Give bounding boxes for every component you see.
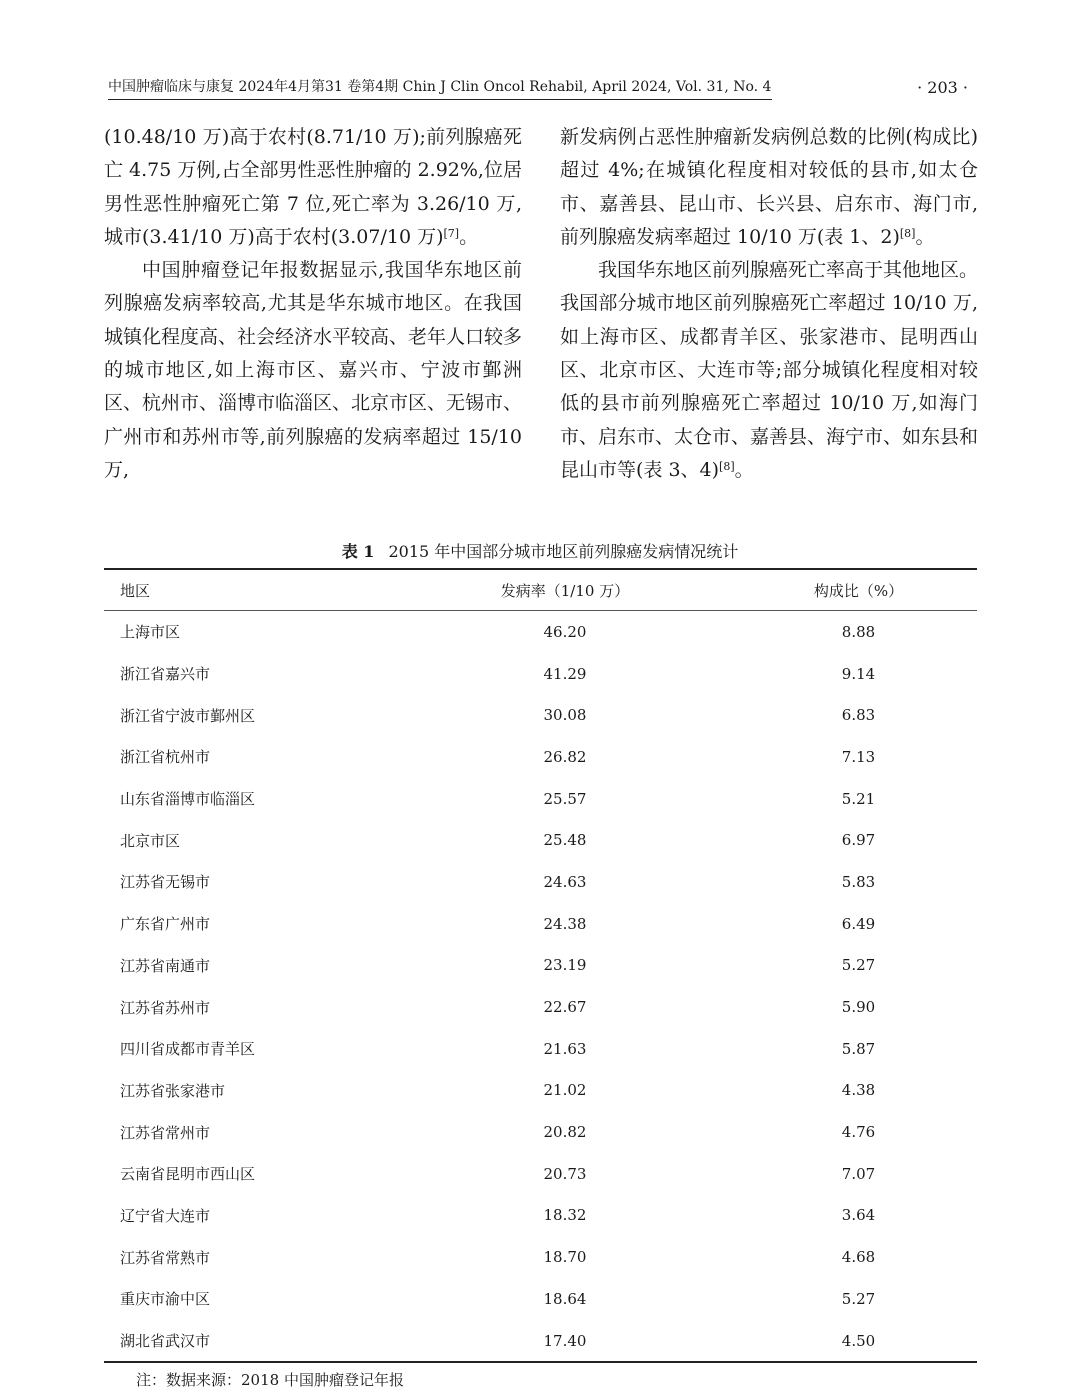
incidence-rate-cell: 41.29 xyxy=(543,664,587,683)
region-cell: 重庆市渝中区 xyxy=(120,1290,211,1309)
incidence-rate-cell: 23.19 xyxy=(543,956,587,975)
region-cell: 浙江省嘉兴市 xyxy=(120,665,211,684)
citation-ref: [8] xyxy=(719,459,735,473)
table-note: 注：数据来源：2018 中国肿瘤登记年报 xyxy=(136,1371,404,1389)
region-cell: 云南省昆明市西山区 xyxy=(120,1165,256,1184)
table-row xyxy=(104,694,977,736)
incidence-rate-cell: 30.08 xyxy=(543,706,587,725)
proportion-cell: 5.87 xyxy=(841,1039,876,1058)
page-number: · 203 · xyxy=(917,78,968,97)
table-row xyxy=(104,1236,977,1278)
incidence-rate-cell: 21.02 xyxy=(543,1081,587,1100)
header-proportion: 构成比（%） xyxy=(740,569,977,611)
right-paragraph-2-end: 。 xyxy=(734,458,754,481)
left-paragraph-1-text: (10.48/10 万)高于农村(8.71/10 万);前列腺癌死亡 4.75 万例,占全部男性恶性肿瘤的 2.92%,位居男性恶性肿瘤死亡第 7 位,死亡率为 3.26/10 万,城市(3.41/10 万)高于农村(3.07/10 万) xyxy=(104,126,522,248)
incidence-rate-cell: 18.70 xyxy=(543,1248,587,1267)
region-cell: 湖北省武汉市 xyxy=(104,1320,390,1363)
running-header: 中国肿瘤临床与康复 2024年4月第31 卷第4期 Chin J Clin Oncol Rehabil, April 2024, Vol. 31, No. 4 xyxy=(108,76,772,100)
table-row xyxy=(104,778,977,820)
table-row xyxy=(104,1153,977,1195)
region-cell: 上海市区 xyxy=(120,623,181,642)
left-paragraph-1 xyxy=(104,121,522,254)
right-paragraph-1 xyxy=(560,121,978,254)
table-title: 2015 年中国部分城市地区前列腺癌发病情况统计 xyxy=(388,542,739,561)
proportion-cell: 8.88 xyxy=(841,622,876,641)
proportion-cell: 9.14 xyxy=(841,664,876,683)
proportion-cell: 5.27 xyxy=(841,1289,876,1308)
table-row xyxy=(104,1320,977,1363)
table-row xyxy=(104,986,977,1028)
proportion-cell: 6.49 xyxy=(841,914,876,933)
incidence-rate-cell: 18.64 xyxy=(543,1289,587,1308)
region-cell: 四川省成都市青羊区 xyxy=(120,1040,256,1059)
proportion-cell: 4.68 xyxy=(841,1248,876,1267)
table-row xyxy=(104,611,977,653)
incidence-rate-cell: 25.48 xyxy=(543,831,587,850)
table-row xyxy=(104,1278,977,1320)
table-body xyxy=(104,611,977,1363)
incidence-table xyxy=(104,568,977,1363)
region-cell: 广东省广州市 xyxy=(120,915,211,934)
proportion-cell: 7.07 xyxy=(841,1164,876,1183)
incidence-rate-cell: 24.63 xyxy=(543,872,587,891)
incidence-rate-cell: 22.67 xyxy=(543,998,587,1017)
proportion-cell: 5.90 xyxy=(841,998,876,1017)
header-incidence-rate: 发病率（1/10 万） xyxy=(390,569,740,611)
incidence-rate-cell: 20.82 xyxy=(543,1123,587,1142)
right-paragraph-2-text: 我国华东地区前列腺癌死亡率高于其他地区。我国部分城市地区前列腺癌死亡率超过 10/10 万,如上海市区、成都青羊区、张家港市、昆明西山区、北京市区、大连市等;部分城镇化程度相对较低的县市前列腺癌死亡率超过 10/10 万,如海门市、启东市、太仓市、嘉善县、海宁市、如东县和昆山市等(表 3、4) xyxy=(560,259,979,481)
table-caption xyxy=(0,539,1080,562)
region-cell: 北京市区 xyxy=(120,831,181,850)
left-paragraph-1-end: 。 xyxy=(459,225,479,248)
region-cell: 江苏省无锡市 xyxy=(120,873,211,892)
right-column xyxy=(560,121,978,487)
region-cell: 山东省淄博市临淄区 xyxy=(120,790,256,809)
table-row xyxy=(104,903,977,945)
proportion-cell: 7.13 xyxy=(841,747,876,766)
region-cell: 江苏省苏州市 xyxy=(120,998,211,1017)
proportion-cell: 4.38 xyxy=(841,1081,876,1100)
table-row xyxy=(104,653,977,695)
table-row xyxy=(104,945,977,987)
table-header-row xyxy=(104,569,977,611)
incidence-rate-cell: 18.32 xyxy=(543,1206,587,1225)
incidence-rate-cell: 20.73 xyxy=(543,1164,587,1183)
incidence-rate-cell: 24.38 xyxy=(543,914,587,933)
table-row xyxy=(104,1111,977,1153)
incidence-rate-cell: 46.20 xyxy=(543,622,587,641)
proportion-cell: 4.76 xyxy=(841,1123,876,1142)
right-paragraph-2 xyxy=(560,254,978,487)
region-cell: 江苏省南通市 xyxy=(120,956,211,975)
table-row xyxy=(104,1028,977,1070)
region-cell: 江苏省张家港市 xyxy=(120,1081,226,1100)
table-label: 表 1 xyxy=(341,542,375,561)
incidence-rate-cell: 25.57 xyxy=(543,789,587,808)
incidence-rate-cell: 21.63 xyxy=(543,1039,587,1058)
table-row xyxy=(104,1195,977,1237)
right-paragraph-1-end: 。 xyxy=(915,225,935,248)
table-row xyxy=(104,736,977,778)
proportion-cell: 3.64 xyxy=(841,1206,876,1225)
proportion-cell: 5.27 xyxy=(841,956,876,975)
table-row xyxy=(104,861,977,903)
region-cell: 江苏省常熟市 xyxy=(120,1248,211,1267)
proportion-cell: 4.50 xyxy=(740,1320,977,1363)
region-cell: 浙江省杭州市 xyxy=(120,748,211,767)
table-row xyxy=(104,1070,977,1112)
right-paragraph-1-text: 新发病例占恶性肿瘤新发病例总数的比例(构成比)超过 4%;在城镇化程度相对较低的县市,如太仓市、嘉善县、昆山市、长兴县、启东市、海门市,前列腺癌发病率超过 10/10 万(表 1、2) xyxy=(560,126,978,248)
left-paragraph-2: 中国肿瘤登记年报数据显示,我国华东地区前列腺癌发病率较高,尤其是华东城市地区。在我国城镇化程度高、社会经济水平较高、老年人口较多的城市地区,如上海市区、嘉兴市、宁波市鄞洲区、杭州市、淄博市临淄区、北京市区、无锡市、广州市和苏州市等,前列腺癌的发病率超过 15/10 万, xyxy=(104,259,523,481)
incidence-rate-cell: 17.40 xyxy=(390,1320,740,1363)
proportion-cell: 5.21 xyxy=(841,789,876,808)
proportion-cell: 5.83 xyxy=(841,872,876,891)
header-region: 地区 xyxy=(104,569,390,611)
proportion-cell: 6.83 xyxy=(841,706,876,725)
citation-ref: [8] xyxy=(899,226,916,240)
left-column xyxy=(104,121,522,487)
citation-ref: [7] xyxy=(443,226,460,240)
region-cell: 江苏省常州市 xyxy=(120,1123,211,1142)
table-row xyxy=(104,819,977,861)
region-cell: 浙江省宁波市鄞州区 xyxy=(120,706,256,725)
region-cell: 辽宁省大连市 xyxy=(120,1206,211,1225)
incidence-rate-cell: 26.82 xyxy=(543,747,587,766)
proportion-cell: 6.97 xyxy=(841,831,876,850)
